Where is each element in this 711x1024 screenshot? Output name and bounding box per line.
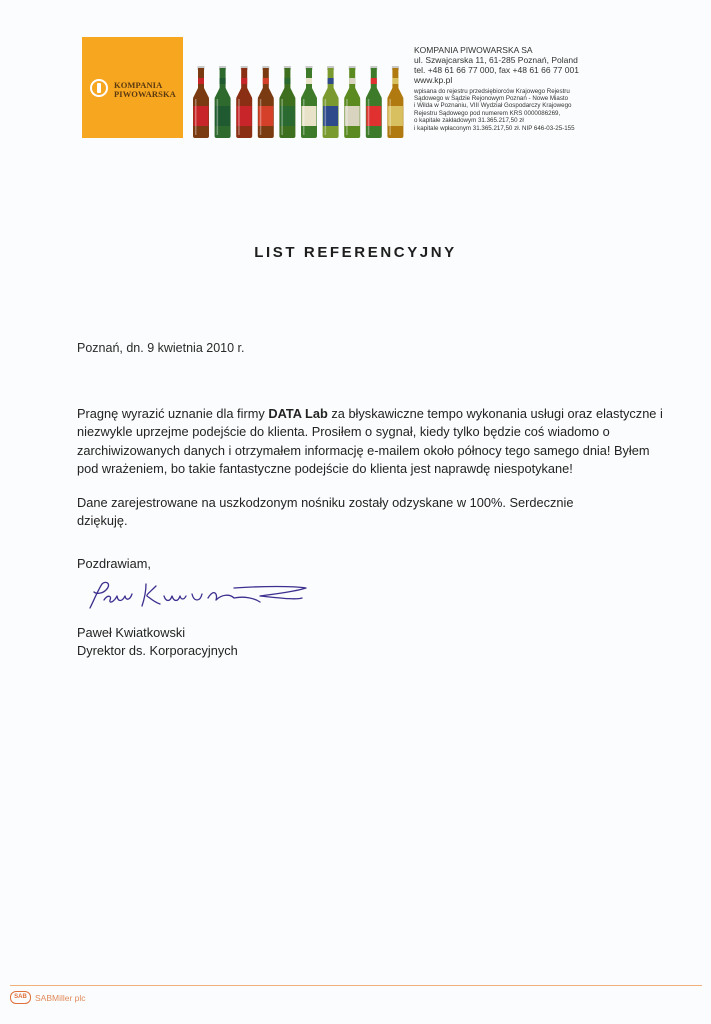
letter-date: Poznań, dn. 9 kwietnia 2010 r. <box>77 341 245 355</box>
beer-bottle-icon <box>215 66 231 138</box>
company-phone: tel. +48 61 66 77 000, fax +48 61 66 77 001 <box>414 65 579 76</box>
beer-bottles-image <box>190 66 408 138</box>
beer-bottle-icon <box>387 66 403 138</box>
signer-name: Paweł Kwiatkowski <box>77 625 186 640</box>
beer-bottle-icon <box>301 66 317 138</box>
signer-title: Dyrektor ds. Korporacyjnych <box>77 643 238 658</box>
footer-divider <box>10 985 702 986</box>
beer-bottle-icon <box>236 66 252 138</box>
beer-bottle-icon <box>323 66 339 138</box>
beer-bottle-icon <box>258 66 274 138</box>
beer-bottle-icon <box>193 66 209 138</box>
hop-emblem-icon <box>90 79 108 97</box>
handwritten-signature <box>84 578 314 616</box>
logo-wordmark: KOMPANIA PIWOWARSKA <box>114 80 176 99</box>
beer-bottle-icon <box>366 66 382 138</box>
paragraph-1: Pragnę wyrazić uznanie dla firmy DATA Lab za błyskawiczne tempo wykonania usługi oraz elastyczne i niezwykle uprzejme podejście do klienta. Prosiłem o sygnał, kiedy tylko będzie coś wiadomo o zarchiwizowanych danych i otrzymałem informację e-mailem około północy tego samego dnia! Byłem pod wrażeniem, bo takie fantastyczne podejście do klienta jest naprawdę niespotykane! <box>77 406 663 477</box>
beer-bottle-icon <box>344 66 360 138</box>
closing-greeting: Pozdrawiam, <box>77 556 151 571</box>
company-name: KOMPANIA PIWOWARSKA SA <box>414 45 533 55</box>
registration-info: wpisana do rejestru przedsiębiorców Krajowego Rejestru Sądowego w Sądzie Rejonowym Poznań - Nowe Miasto i Wilda w Poznaniu, VIII Wydział Gospodarczy Krajowego Rejestru Sądowego pod numerem KRS 0000086269, o kapitale zakładowym 31.365.217,50 zł i kapitale wpłaconym 31.365.217,50 zł. NIP 646-03-25-155 <box>414 87 575 132</box>
company-address: ul. Szwajcarska 11, 61-285 Poznań, Poland <box>414 55 578 65</box>
letter-title: LIST REFERENCYJNY <box>254 244 457 261</box>
signer-block <box>77 624 238 660</box>
paragraph-2: Dane zarejestrowane na uszkodzonym nośniku zostały odzyskane w 100%. Serdecznie dziękuję. <box>77 494 574 529</box>
company-highlight: DATA Lab <box>268 406 328 421</box>
sabmiller-logo: SAB <box>10 991 31 1004</box>
company-website: www.kp.pl <box>414 75 453 86</box>
company-logo <box>82 37 183 138</box>
beer-bottle-icon <box>279 66 295 138</box>
letter-body <box>77 405 663 530</box>
footer-company: SABMiller plc <box>35 993 86 1003</box>
company-details <box>414 45 634 132</box>
